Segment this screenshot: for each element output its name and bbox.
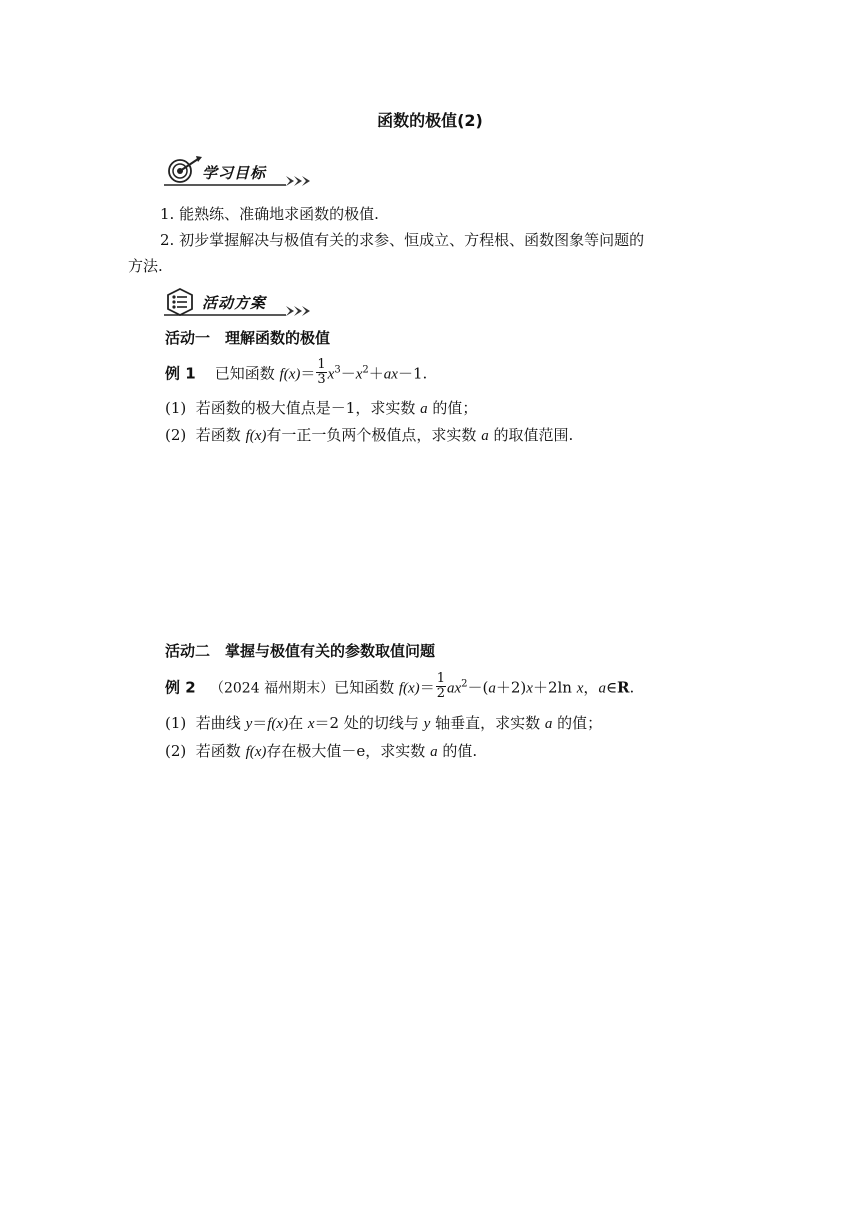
section-label-activities: 活动方案 [202, 294, 267, 312]
example1-label: 例 1 [165, 364, 196, 383]
goal-item-2-cont: 方法. [128, 257, 163, 275]
example2-label: 例 2 [165, 678, 196, 697]
section-badge-goals [160, 155, 320, 189]
goal-item-2: 2. 初步掌握解决与极值有关的求参、恒成立、方程根、函数图象等问题的 [160, 231, 645, 249]
fraction-one-half: $\frac{1}{2}$ [436, 671, 445, 701]
page-title: 函数的极值(2) [377, 111, 483, 130]
example2-question1: (1) 若曲线 y＝f(x)在 x＝2 处的切线与 y 轴垂直，求实数 a 的值； [165, 714, 603, 732]
example2-question2: (2) 若函数 f(x)存在极大值－e，求实数 a 的值. [165, 742, 478, 760]
activity2-heading: 活动二 掌握与极值有关的参数取值问题 [165, 642, 436, 660]
goal-item-1: 1. 能熟练、准确地求函数的极值. [160, 205, 379, 223]
section-label-goals: 学习目标 [202, 164, 267, 182]
fraction-one-third: $\frac{1}{3}$ [317, 357, 326, 387]
example1-question2: (2) 若函数 f(x)有一正一负两个极值点，求实数 a 的取值范围. [165, 426, 574, 444]
section-badge-activities [160, 285, 320, 319]
example1-question1: (1) 若函数的极大值点是－1，求实数 a 的值； [165, 399, 478, 417]
example2-statement: 例 2 （2024 福州期末）已知函数 f(x)＝ $\frac{1}{2}$ $ax^2-(a+2)x+2\ln$ x，a∈R. [165, 671, 635, 701]
example1-statement: 例 1 已知函数 f(x)＝ $\frac{1}{3}$ $x^3-x^2+ax-1$. [165, 357, 428, 387]
activity1-heading: 活动一 理解函数的极值 [165, 329, 331, 347]
